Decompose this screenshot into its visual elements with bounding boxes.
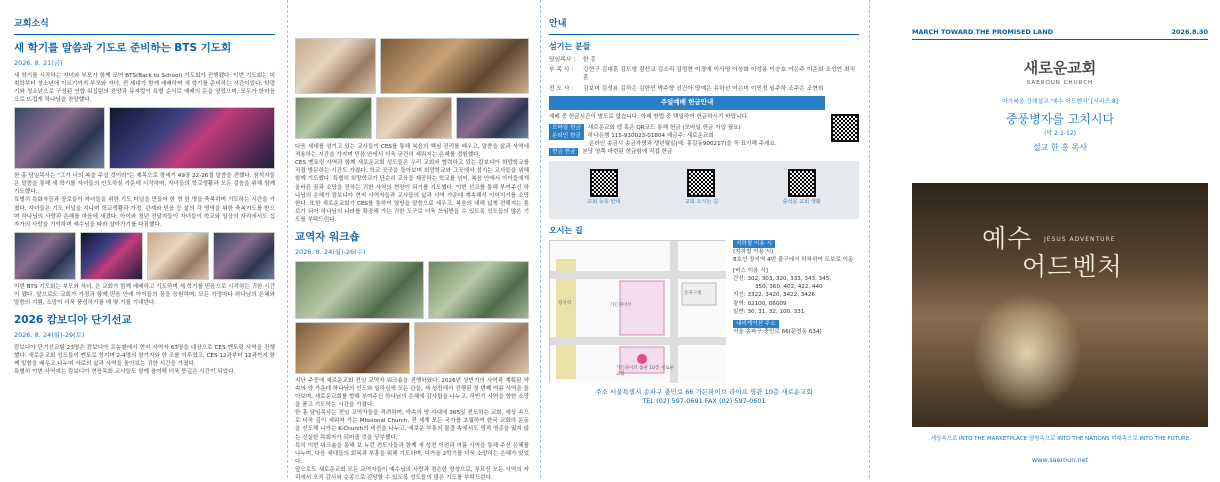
cover-subtitle: JESUS ADVENTURE [1044,236,1116,243]
sermon-series: 마가복음 강해설교 '예수 어드벤처' [시리즈 8] [1002,99,1118,106]
bus-info: 간선: 302, 303, 320, 333, 343, 345, [733,276,832,283]
map-label: 가든파이브 [610,302,632,308]
article-date-workshop: 2026. 8. 24(월)-26(수) [295,248,366,257]
qr-item[interactable]: 교회 등록 안내 [587,165,620,215]
cover-motto: MARCH TOWARD THE PROMISED LAND [912,28,1054,36]
map-label: 가든파이브 툴관 10층 새로운교회 [616,365,674,378]
article-paragraph: 지난 주중에 새로운교회 전임 교역자 워크숍을 진행하였다. 2026년 상반기의 사역과 계획된 약속의 양 가운데 하나님의 인도와 일하심에 모든 관들, 새 성전에서 진행된 첫 번째 여름 사역을 돌아보며, 새로운교회를 향해 부여주신 하나님의 은혜에 감사함을 나누고, 하반기 사역을 향한 소망을 품고 기도하는 시간을 가졌다. [295,377,529,409]
article-paragraph: 새 학기를 시작하는 자녀와 부모가 함께 모여 BTS(Back to School) 기도회가 진행됐다. 이번 기도회는 미취학부터 청소년에 이르기까지 부모와 자녀, 전 세대가 함께 예배하며 새 학기를 준비하는 시간이었다. 학령기와 청소년으로 구성된 연합 워십팀의 찬양과 뮤지컬이 특별 순서로 예배의 문을 열었으며, 모두가 한마음으로 뜨겁게 하나님을 찬양했다. [14,72,275,104]
qr-code-icon [788,169,816,197]
article-paragraph: 한 홍 담임목사는 "그가 너의 복을 주실 것이라"는 제목으로 창세기 49장 22-26절 말씀을 전했다. 참석자들은 말씀을 통해 새 학기를 자녀들의 인도하심 가운데 시작하며, 자녀들의 학교생활과 모든 걸음을 위해 함께 기도했다. [14,173,275,196]
article-paragraph: 다음 세대를 섬기고 있는 교사들이 CES를 통해 복음의 핵심 진리를 배우고, 말씀을 삶과 사역에 적용하는 시간을 가지며 믿음 안에서 더욱 굳건히 세워지는 은혜를 경험했다. [295,144,529,159]
qr-code-icon[interactable] [831,114,859,142]
photo-row [295,38,529,94]
photo-row [14,107,275,169]
church-address: 주소 서울특별시 송파구 충민로 66 가든파이브 라이프 영관 10층 새로운교회 [595,387,813,396]
photo-cambodia-5 [456,97,529,139]
article-date-bts: 2026. 8. 21(금) [14,59,63,68]
news-column-middle [289,0,539,482]
photo-cambodia-4 [376,97,451,139]
photo-bts-6 [213,232,275,280]
sermon-preacher: 설교 한 홍 목사 [1033,142,1087,152]
sermon-verse: (막 2:1-12) [1044,129,1076,137]
section-title-news: 교회소식 [14,18,275,35]
qr-code-icon [687,169,715,197]
transit-info [733,240,859,382]
church-phone: TEL (02) 597-0691 FAX (02) 597-0601 [642,397,766,406]
photo-cambodia-2 [380,38,529,94]
bus-info: 350, 360, 402, 422, 440 [755,284,823,291]
light-beam [972,293,1082,413]
photo-row [14,232,275,280]
qr-item[interactable]: 출석문 교회 생활 [782,165,820,215]
article-date-cambodia: 2026. 8. 24(월)-29(토) [14,331,85,340]
servers-row: 담임목사 : 한 홍 [549,56,597,63]
photo-bts-4 [80,232,142,280]
article-paragraph: 특별히 특화자들과 장로들이 자녀들을 위한 기도 터널을 만들어 한 명 한 명을 축복하며 기도하는 시간을 가졌다. 자녀들은 기도 터널을 지나며 학교생활과 가정, 관계와 믿음 등 삶의 각 영역을 위한 축복기도를 받으며 하나님의 사랑과 은혜를 마음에 새겼다. 아이와 청년 전달자들이 자녀들이 학교와 일상의 자리에서도 십자가의 사랑을 기억하며 예수님을 따라 살아가기를 다짐했다. [14,197,275,228]
article-title-workshop: 교역자 워크숍 [295,231,360,244]
church-logo-en: SAEROUN CHURCH [1026,80,1094,87]
subway-info: (지하철 이용 시) 8호선 장지역 4번 출구에서 하차하여 도보로 이동 [733,248,854,263]
guide-column [540,0,870,478]
article-paragraph: 캄보디아 단기선교팀 23명은 캄보디아 프놈펜에서 현지 사역자 63명을 대상으로 CES 멘토링 사역을 진행했다. 새로운교회 성도들이 멘토로 섬기며 2-4명의 참가자와 한 조를 이루었고, CES 12과부터 12과까지 함께 말씀을 배우고 나누며 서로의 삶과 사역을 돌아보는 귀한 시간을 가졌다. [14,344,275,368]
offering-head: 주일예배 헌금안내 [549,96,825,109]
bus-info: 일반: 30, 31, 32, 100, 331 [733,308,805,315]
offering-mobile: 모바일 헌금 새로운교회 앱 혹은 QR코드 통해 헌금 (모바일 헌금 가입 필요) [549,124,825,132]
qr-code-icon [590,169,618,197]
article-paragraph: 특히 이번 워크숍을 통해 보 뉴런 전도사들과 함께 새 성전 이전과 여름 사역을 통해 주신 은혜를 나누며, 다음 세대들의 회복과 부흥을 위해 기도하며, 다가올 2학기를 더욱 소망하는 은혜가 있었다. [295,442,529,465]
photo-workshop-2 [428,261,529,319]
offering-online-note: 온라인 송금시 송금자명과 생년월일(예: 홍길동900217)을 꼭 표기해 주세요. [589,140,777,147]
qr-links [549,161,859,219]
directions-block [549,240,859,382]
cover-date: 2026.8.30 [1171,28,1208,36]
map-label: 송파구청 [684,290,702,296]
photo-cambodia-3 [295,97,372,139]
bus-info: 광역: 02100, 06009 [733,300,787,307]
offering-online: 온라인 헌금 하나은행 115-910023-01804 예금주: 새로운교회 [549,132,825,140]
article-title-bts: 새 학기를 말씀과 기도로 준비하는 BTS 기도회 [14,42,232,55]
qr-item[interactable]: 교회 오시는 길 [685,165,718,215]
news-column-left [0,0,288,478]
photo-bts-2 [109,107,275,169]
photo-row [295,322,529,374]
cover-panel [900,0,1220,478]
cover-header [912,28,1208,40]
map-label: 장지역 [558,300,572,306]
sermon-title: 중풍병자를 고치시다 [1005,111,1115,126]
church-website-link[interactable]: www.saeroun.net [1031,456,1089,464]
cover-artwork [912,183,1208,427]
bus-info: 지선: 3322, 3420, 3422, 3426 [733,292,816,299]
article-paragraph: CES 멘토링 사역과 함께 새로운교회 성도들은 우리 교회와 협력하고 있는 캄보디아 희망학교를 직접 방문하는 시간도 가졌다. 학교 곳곳을 돌아보며 희망학교와 그곳에서 섬기는 교사들을 위해 함께 기도했다. 특별히 희망학교가 단순히 교육을 제공하는 학교를 넘어, 복음 안에서 아이들에게 올바른 꿈과 소망을 전하는 귀한 사역의 현장이 되기를 기도했다. 이번 선교를 통해 부여주신 하나님의 은혜가 캄보디아 현지 사역자들과 교사들의 삶과 사역 가운데 계속해서 이어지기를 소망한다. 또한 새로운교회가 CES를 통하여 열방을 말씀으로 세우고, 복음의 대해 넓게 전해지는 통로가 되어 하나님의 나라를 확장해 가는 귀한 도구로 더욱 쓰임받을 수 있도록 성도들의 많은 기도를 부탁드린다. [295,160,529,223]
photo-bts-1 [14,107,105,169]
article-paragraph: 특별히 이번 사역에는 캄보디아 현장목회 교사들도 함께 참여해 더욱 뜻깊은 시간이 되었다. [14,369,236,376]
offering-intro: 예배 중 헌금시간이 별도로 없습니다. 아래 방법 중 택일하여 헌금하시기 바랍니다. [549,113,749,120]
bus-label: [버스 이용 시] [733,268,768,275]
offering-block [549,96,859,156]
location-map [549,240,725,382]
transit-tag: 지하철 이용 시 [733,240,775,248]
servers-row: 전 도 사 : 김보미 김성용 김하은 김한민 박주향 신건아 양예은 유하선 이은미 이민정 임주하 조주은 조현희 [549,85,824,92]
photo-workshop-3 [295,322,410,374]
section-title-guide: 안내 [549,18,859,35]
cover-footer: 세상속으로 INTO THE MARKETPLACE 열방속으로 INTO THE NATIONS 미래속으로 INTO THE FUTURE [930,436,1190,442]
servers-title: 섬기는 분들 [549,42,591,52]
article-paragraph: 이번 BTS 기도회는 부모와 자녀, 온 교회가 함께 예배하고 기도하며 새 학기를 믿음으로 시작하는 귀한 시간이 됐다. 앞으로도 교회가 가정과 함께 믿음 안에 아이들의 꿈을 응원하며, 모든 가정마다 하나님의 은혜와 말씀의 기쁨, 소망이 더욱 풍성하기를 매 몇 기를 기대한다. [14,283,275,307]
photo-bts-5 [147,232,209,280]
church-logo-name: 새로운교회 [1023,59,1097,78]
map-drawing [550,241,726,383]
photo-row [295,261,529,319]
photo-workshop-4 [414,322,529,374]
article-paragraph: 앞으로도 새로운교회 모든 교역자들이 예수님의 사랑과 겸손한 영성으로, 부르신 모든 사역의 자리에서 오직 감사와 순종으로 감당할 수 있도록 성도들의 많은 기도를 부탁드린다. [295,466,529,482]
photo-cambodia-1 [295,38,376,94]
offering-cash: 현금 헌금 본당 양쪽 마련된 헌금함에 직접 헌금 [549,148,825,156]
cover-title: 예수 어드벤처 [982,224,1123,281]
article-paragraph: 한 홍 담임목사는 전임 교역자들을 격려하며, 약속의 땅 시대에 365일 전도하는 교회, 세상 속으로 더욱 깊이 세워져 가는 Missional Church, 전 세계 모든 국가를 초월하여 한국 교회의 운동을 선도해 나가는 K-Church의 비전을 나누고, 새로운 부흥의 물결 속에서도 영적 영종을 잃지 않는 신실한 목회자가 되어줄 것을 당부했다. [295,410,529,441]
photo-bts-3 [14,232,76,280]
transit-tag: 내비게이션 주소 [733,320,779,328]
church-logo [910,58,1210,88]
photo-workshop-1 [295,261,424,319]
photo-row [295,97,529,139]
nav-address: 서울 송파구 충민로 66(문정동 634) [733,328,822,335]
directions-title: 오시는 길 [549,226,583,236]
article-title-cambodia: 2026 캄보디아 단기선교 [14,314,132,327]
servers-row: 부 목 사 : 강현구 김대훈 김도형 김선교 김소리 김정현 이경예 이사명 이상화 이성용 이승호 이은주 이준희 조성연 최치훈 [549,67,856,82]
